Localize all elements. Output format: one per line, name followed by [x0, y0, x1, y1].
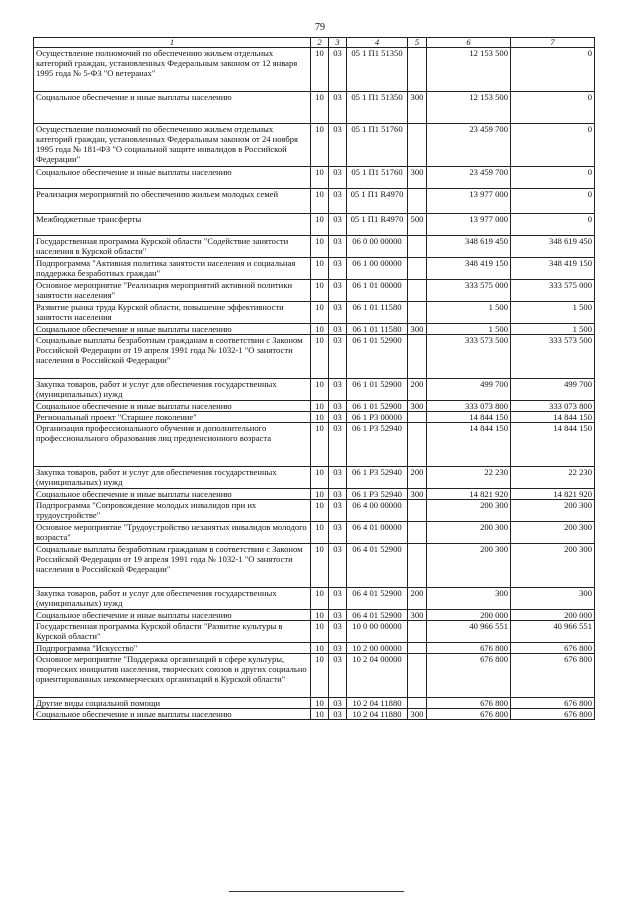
row-subsection: 03	[329, 709, 347, 720]
row-name: Другие виды социальной помощи	[34, 698, 311, 709]
row-name: Закупка товаров, работ и услуг для обеспечения государственных (муниципальных) нужд	[34, 467, 311, 489]
row-expense-type: 300	[408, 401, 427, 412]
row-amount-2: 676 800	[511, 654, 595, 698]
row-subsection: 03	[329, 48, 347, 92]
row-amount-2: 0	[511, 189, 595, 214]
row-subsection: 03	[329, 588, 347, 610]
row-section: 10	[311, 588, 329, 610]
row-expense-type	[408, 335, 427, 379]
row-amount-1: 200 300	[427, 522, 511, 544]
row-amount-2: 333 575 000	[511, 280, 595, 302]
row-subsection: 03	[329, 522, 347, 544]
row-section: 10	[311, 423, 329, 467]
row-amount-1: 1 500	[427, 302, 511, 324]
row-name: Социальное обеспечение и иные выплаты населению	[34, 489, 311, 500]
row-expense-type: 300	[408, 324, 427, 335]
row-amount-1: 200 000	[427, 610, 511, 621]
row-name: Социальное обеспечение и иные выплаты населению	[34, 167, 311, 189]
row-section: 10	[311, 401, 329, 412]
row-subsection: 03	[329, 167, 347, 189]
row-subsection: 03	[329, 643, 347, 654]
row-expense-type	[408, 522, 427, 544]
row-amount-2: 14 821 920	[511, 489, 595, 500]
row-expense-type: 200	[408, 588, 427, 610]
row-amount-1: 200 300	[427, 500, 511, 522]
table-row	[34, 698, 595, 709]
column-header: 7	[511, 38, 595, 48]
row-name: Региональный проект "Старшее поколение"	[34, 412, 311, 423]
table-row	[34, 167, 595, 189]
row-amount-1: 13 977 000	[427, 214, 511, 236]
row-name: Основное мероприятие "Трудоустройство незанятых инвалидов молодого возраста"	[34, 522, 311, 544]
row-amount-2: 676 800	[511, 709, 595, 720]
row-section: 10	[311, 489, 329, 500]
row-subsection: 03	[329, 92, 347, 124]
row-section: 10	[311, 379, 329, 401]
row-amount-1: 333 073 800	[427, 401, 511, 412]
column-header: 6	[427, 38, 511, 48]
row-amount-2: 348 619 450	[511, 236, 595, 258]
row-expense-type: 300	[408, 167, 427, 189]
row-amount-2: 1 500	[511, 302, 595, 324]
row-target-code: 05 1 П1 51350	[347, 48, 408, 92]
row-name: Осуществление полномочий по обеспечению жильем отдельных категорий граждан, установленных Федеральным законом от 12 января 1995 года № 5-ФЗ "О ветеранах"	[34, 48, 311, 92]
column-header: 1	[34, 38, 311, 48]
row-target-code: 06 1 01 11580	[347, 302, 408, 324]
row-target-code: 05 1 П1 51760	[347, 124, 408, 167]
table-row	[34, 621, 595, 643]
row-amount-2: 40 966 551	[511, 621, 595, 643]
row-section: 10	[311, 189, 329, 214]
row-section: 10	[311, 124, 329, 167]
row-expense-type	[408, 621, 427, 643]
row-section: 10	[311, 544, 329, 588]
row-target-code: 10 2 04 11880	[347, 698, 408, 709]
row-amount-1: 14 821 920	[427, 489, 511, 500]
row-subsection: 03	[329, 189, 347, 214]
row-name: Закупка товаров, работ и услуг для обеспечения государственных (муниципальных) нужд	[34, 588, 311, 610]
row-amount-1: 14 844 150	[427, 423, 511, 467]
row-amount-2: 200 300	[511, 522, 595, 544]
row-name: Социальные выплаты безработным гражданам в соответствии с Законом Российской Федерации от 19 апреля 1991 года № 1032-1 "О занятости населения в Российской Федерации"	[34, 335, 311, 379]
row-target-code: 10 2 04 00000	[347, 654, 408, 698]
row-expense-type: 200	[408, 467, 427, 489]
row-target-code: 06 1 P3 52940	[347, 489, 408, 500]
row-amount-1: 23 459 700	[427, 124, 511, 167]
table-row	[34, 302, 595, 324]
row-target-code: 06 1 01 11580	[347, 324, 408, 335]
row-amount-2: 0	[511, 124, 595, 167]
row-expense-type	[408, 48, 427, 92]
row-amount-2: 14 844 150	[511, 423, 595, 467]
row-section: 10	[311, 214, 329, 236]
row-target-code: 05 1 П1 51350	[347, 92, 408, 124]
row-amount-2: 200 300	[511, 500, 595, 522]
row-name: Закупка товаров, работ и услуг для обеспечения государственных (муниципальных) нужд	[34, 379, 311, 401]
row-name: Подпрограмма "Искусство"	[34, 643, 311, 654]
table-row	[34, 654, 595, 698]
row-amount-1: 22 230	[427, 467, 511, 489]
row-expense-type: 300	[408, 709, 427, 720]
row-target-code: 05 1 П1 R4970	[347, 214, 408, 236]
row-expense-type	[408, 302, 427, 324]
table-row	[34, 709, 595, 720]
row-target-code: 05 1 П1 R4970	[347, 189, 408, 214]
row-subsection: 03	[329, 467, 347, 489]
table-row	[34, 412, 595, 423]
row-amount-2: 1 500	[511, 324, 595, 335]
table-row	[34, 423, 595, 467]
row-expense-type	[408, 544, 427, 588]
row-subsection: 03	[329, 124, 347, 167]
row-target-code: 06 1 P3 00000	[347, 412, 408, 423]
row-subsection: 03	[329, 621, 347, 643]
row-subsection: 03	[329, 258, 347, 280]
row-expense-type	[408, 412, 427, 423]
row-expense-type	[408, 654, 427, 698]
row-subsection: 03	[329, 412, 347, 423]
row-name: Осуществление полномочий по обеспечению жильем отдельных категорий граждан, установленных Федеральным законом от 24 ноября 1995 года № 181-ФЗ "О социальной защите инвалидов в Российской Федерации"	[34, 124, 311, 167]
row-section: 10	[311, 522, 329, 544]
row-section: 10	[311, 167, 329, 189]
row-name: Социальные выплаты безработным гражданам в соответствии с Законом Российской Федерации от 19 апреля 1991 года № 1032-1 "О занятости населения в Российской Федерации"	[34, 544, 311, 588]
row-subsection: 03	[329, 335, 347, 379]
table-row	[34, 544, 595, 588]
row-subsection: 03	[329, 489, 347, 500]
table-row	[34, 48, 595, 92]
row-target-code: 06 1 01 52900	[347, 401, 408, 412]
column-number-row	[34, 38, 595, 48]
table-row	[34, 258, 595, 280]
row-name: Подпрограмма "Сопровождение молодых инвалидов при их трудоустройстве"	[34, 500, 311, 522]
row-target-code: 05 1 П1 51760	[347, 167, 408, 189]
table-row	[34, 643, 595, 654]
row-subsection: 03	[329, 544, 347, 588]
row-amount-2: 333 073 800	[511, 401, 595, 412]
row-amount-1: 676 800	[427, 698, 511, 709]
row-amount-1: 13 977 000	[427, 189, 511, 214]
row-section: 10	[311, 258, 329, 280]
row-target-code: 06 0 00 00000	[347, 236, 408, 258]
row-name: Социальное обеспечение и иные выплаты населению	[34, 92, 311, 124]
row-amount-1: 348 419 150	[427, 258, 511, 280]
row-target-code: 06 1 01 52900	[347, 335, 408, 379]
row-subsection: 03	[329, 280, 347, 302]
row-name: Межбюджетные трансферты	[34, 214, 311, 236]
row-name: Социальное обеспечение и иные выплаты населению	[34, 610, 311, 621]
row-amount-2: 300	[511, 588, 595, 610]
row-expense-type: 300	[408, 610, 427, 621]
budget-table	[33, 37, 595, 720]
row-target-code: 10 2 04 11880	[347, 709, 408, 720]
row-expense-type: 200	[408, 379, 427, 401]
row-amount-1: 676 800	[427, 654, 511, 698]
row-section: 10	[311, 48, 329, 92]
table-row	[34, 214, 595, 236]
table-row	[34, 588, 595, 610]
row-subsection: 03	[329, 236, 347, 258]
row-section: 10	[311, 280, 329, 302]
row-section: 10	[311, 467, 329, 489]
row-expense-type	[408, 500, 427, 522]
row-amount-2: 0	[511, 48, 595, 92]
row-amount-2: 200 300	[511, 544, 595, 588]
row-section: 10	[311, 709, 329, 720]
row-section: 10	[311, 335, 329, 379]
row-amount-1: 333 573 500	[427, 335, 511, 379]
table-row	[34, 189, 595, 214]
row-amount-1: 12 153 500	[427, 92, 511, 124]
row-subsection: 03	[329, 214, 347, 236]
row-target-code: 10 2 00 00000	[347, 643, 408, 654]
row-amount-2: 676 800	[511, 643, 595, 654]
row-section: 10	[311, 654, 329, 698]
row-expense-type	[408, 698, 427, 709]
row-amount-1: 348 619 450	[427, 236, 511, 258]
row-amount-2: 676 800	[511, 698, 595, 709]
row-subsection: 03	[329, 654, 347, 698]
row-subsection: 03	[329, 610, 347, 621]
row-section: 10	[311, 621, 329, 643]
row-name: Реализация мероприятий по обеспечению жильем молодых семей	[34, 189, 311, 214]
row-subsection: 03	[329, 423, 347, 467]
row-expense-type	[408, 236, 427, 258]
row-amount-1: 676 800	[427, 709, 511, 720]
row-subsection: 03	[329, 500, 347, 522]
row-target-code: 06 1 P3 52940	[347, 467, 408, 489]
row-expense-type	[408, 258, 427, 280]
row-subsection: 03	[329, 324, 347, 335]
row-name: Социальное обеспечение и иные выплаты населению	[34, 324, 311, 335]
table-row	[34, 92, 595, 124]
table-row	[34, 124, 595, 167]
row-amount-2: 333 573 500	[511, 335, 595, 379]
row-expense-type	[408, 189, 427, 214]
row-target-code: 10 0 00 00000	[347, 621, 408, 643]
column-header: 3	[329, 38, 347, 48]
page-number: 79	[315, 22, 325, 33]
table-row	[34, 236, 595, 258]
row-amount-2: 499 700	[511, 379, 595, 401]
row-subsection: 03	[329, 698, 347, 709]
row-amount-2: 0	[511, 167, 595, 189]
row-amount-1: 23 459 700	[427, 167, 511, 189]
row-name: Организация профессионального обучения и дополнительного профессионального образования лиц предпенсионного возраста	[34, 423, 311, 467]
row-amount-2: 200 000	[511, 610, 595, 621]
row-subsection: 03	[329, 302, 347, 324]
table-row	[34, 610, 595, 621]
row-expense-type: 300	[408, 489, 427, 500]
row-target-code: 06 1 P3 52940	[347, 423, 408, 467]
row-amount-2: 348 419 150	[511, 258, 595, 280]
row-amount-2: 22 230	[511, 467, 595, 489]
row-name: Основное мероприятие "Реализация мероприятий активной политики занятости населения"	[34, 280, 311, 302]
row-subsection: 03	[329, 379, 347, 401]
row-name: Подпрограмма "Активная политика занятости населения и социальная поддержка безработных граждан"	[34, 258, 311, 280]
row-target-code: 06 4 01 52900	[347, 610, 408, 621]
row-amount-1: 676 800	[427, 643, 511, 654]
table-row	[34, 324, 595, 335]
table-row	[34, 379, 595, 401]
row-name: Социальное обеспечение и иные выплаты населению	[34, 401, 311, 412]
row-section: 10	[311, 412, 329, 423]
row-name: Социальное обеспечение и иные выплаты населению	[34, 709, 311, 720]
table-row	[34, 522, 595, 544]
table-row	[34, 401, 595, 412]
column-header: 4	[347, 38, 408, 48]
row-expense-type	[408, 423, 427, 467]
bottom-divider	[229, 891, 404, 892]
row-target-code: 06 4 00 00000	[347, 500, 408, 522]
row-expense-type: 500	[408, 214, 427, 236]
table-row	[34, 335, 595, 379]
row-amount-1: 12 153 500	[427, 48, 511, 92]
row-amount-1: 499 700	[427, 379, 511, 401]
row-section: 10	[311, 236, 329, 258]
row-expense-type: 300	[408, 92, 427, 124]
row-subsection: 03	[329, 401, 347, 412]
row-target-code: 06 4 01 52900	[347, 544, 408, 588]
row-amount-1: 40 966 551	[427, 621, 511, 643]
row-target-code: 06 4 01 52900	[347, 588, 408, 610]
row-name: Государственная программа Курской области "Развитие культуры в Курской области"	[34, 621, 311, 643]
row-amount-1: 1 500	[427, 324, 511, 335]
table-row	[34, 467, 595, 489]
row-section: 10	[311, 92, 329, 124]
row-expense-type	[408, 643, 427, 654]
row-amount-1: 14 844 150	[427, 412, 511, 423]
row-amount-1: 300	[427, 588, 511, 610]
row-amount-1: 333 575 000	[427, 280, 511, 302]
row-target-code: 06 1 00 00000	[347, 258, 408, 280]
table-row	[34, 280, 595, 302]
row-section: 10	[311, 643, 329, 654]
column-header: 2	[311, 38, 329, 48]
row-section: 10	[311, 698, 329, 709]
row-section: 10	[311, 500, 329, 522]
row-amount-1: 200 300	[427, 544, 511, 588]
row-name: Основное мероприятие "Поддержка организаций в сфере культуры, творческих инициатив населения, творческих союзов и других социально ориентированных некоммерческих организаций в Курской области"	[34, 654, 311, 698]
row-section: 10	[311, 610, 329, 621]
row-amount-2: 0	[511, 92, 595, 124]
row-target-code: 06 4 01 00000	[347, 522, 408, 544]
row-expense-type	[408, 280, 427, 302]
row-section: 10	[311, 324, 329, 335]
table-row	[34, 500, 595, 522]
row-name: Развитие рынка труда Курской области, повышение эффективности занятости населения	[34, 302, 311, 324]
row-section: 10	[311, 302, 329, 324]
row-amount-2: 14 844 150	[511, 412, 595, 423]
table-row	[34, 489, 595, 500]
row-target-code: 06 1 01 52900	[347, 379, 408, 401]
row-name: Государственная программа Курской области "Содействие занятости населения в Курской области"	[34, 236, 311, 258]
column-header: 5	[408, 38, 427, 48]
row-target-code: 06 1 01 00000	[347, 280, 408, 302]
row-expense-type	[408, 124, 427, 167]
row-amount-2: 0	[511, 214, 595, 236]
